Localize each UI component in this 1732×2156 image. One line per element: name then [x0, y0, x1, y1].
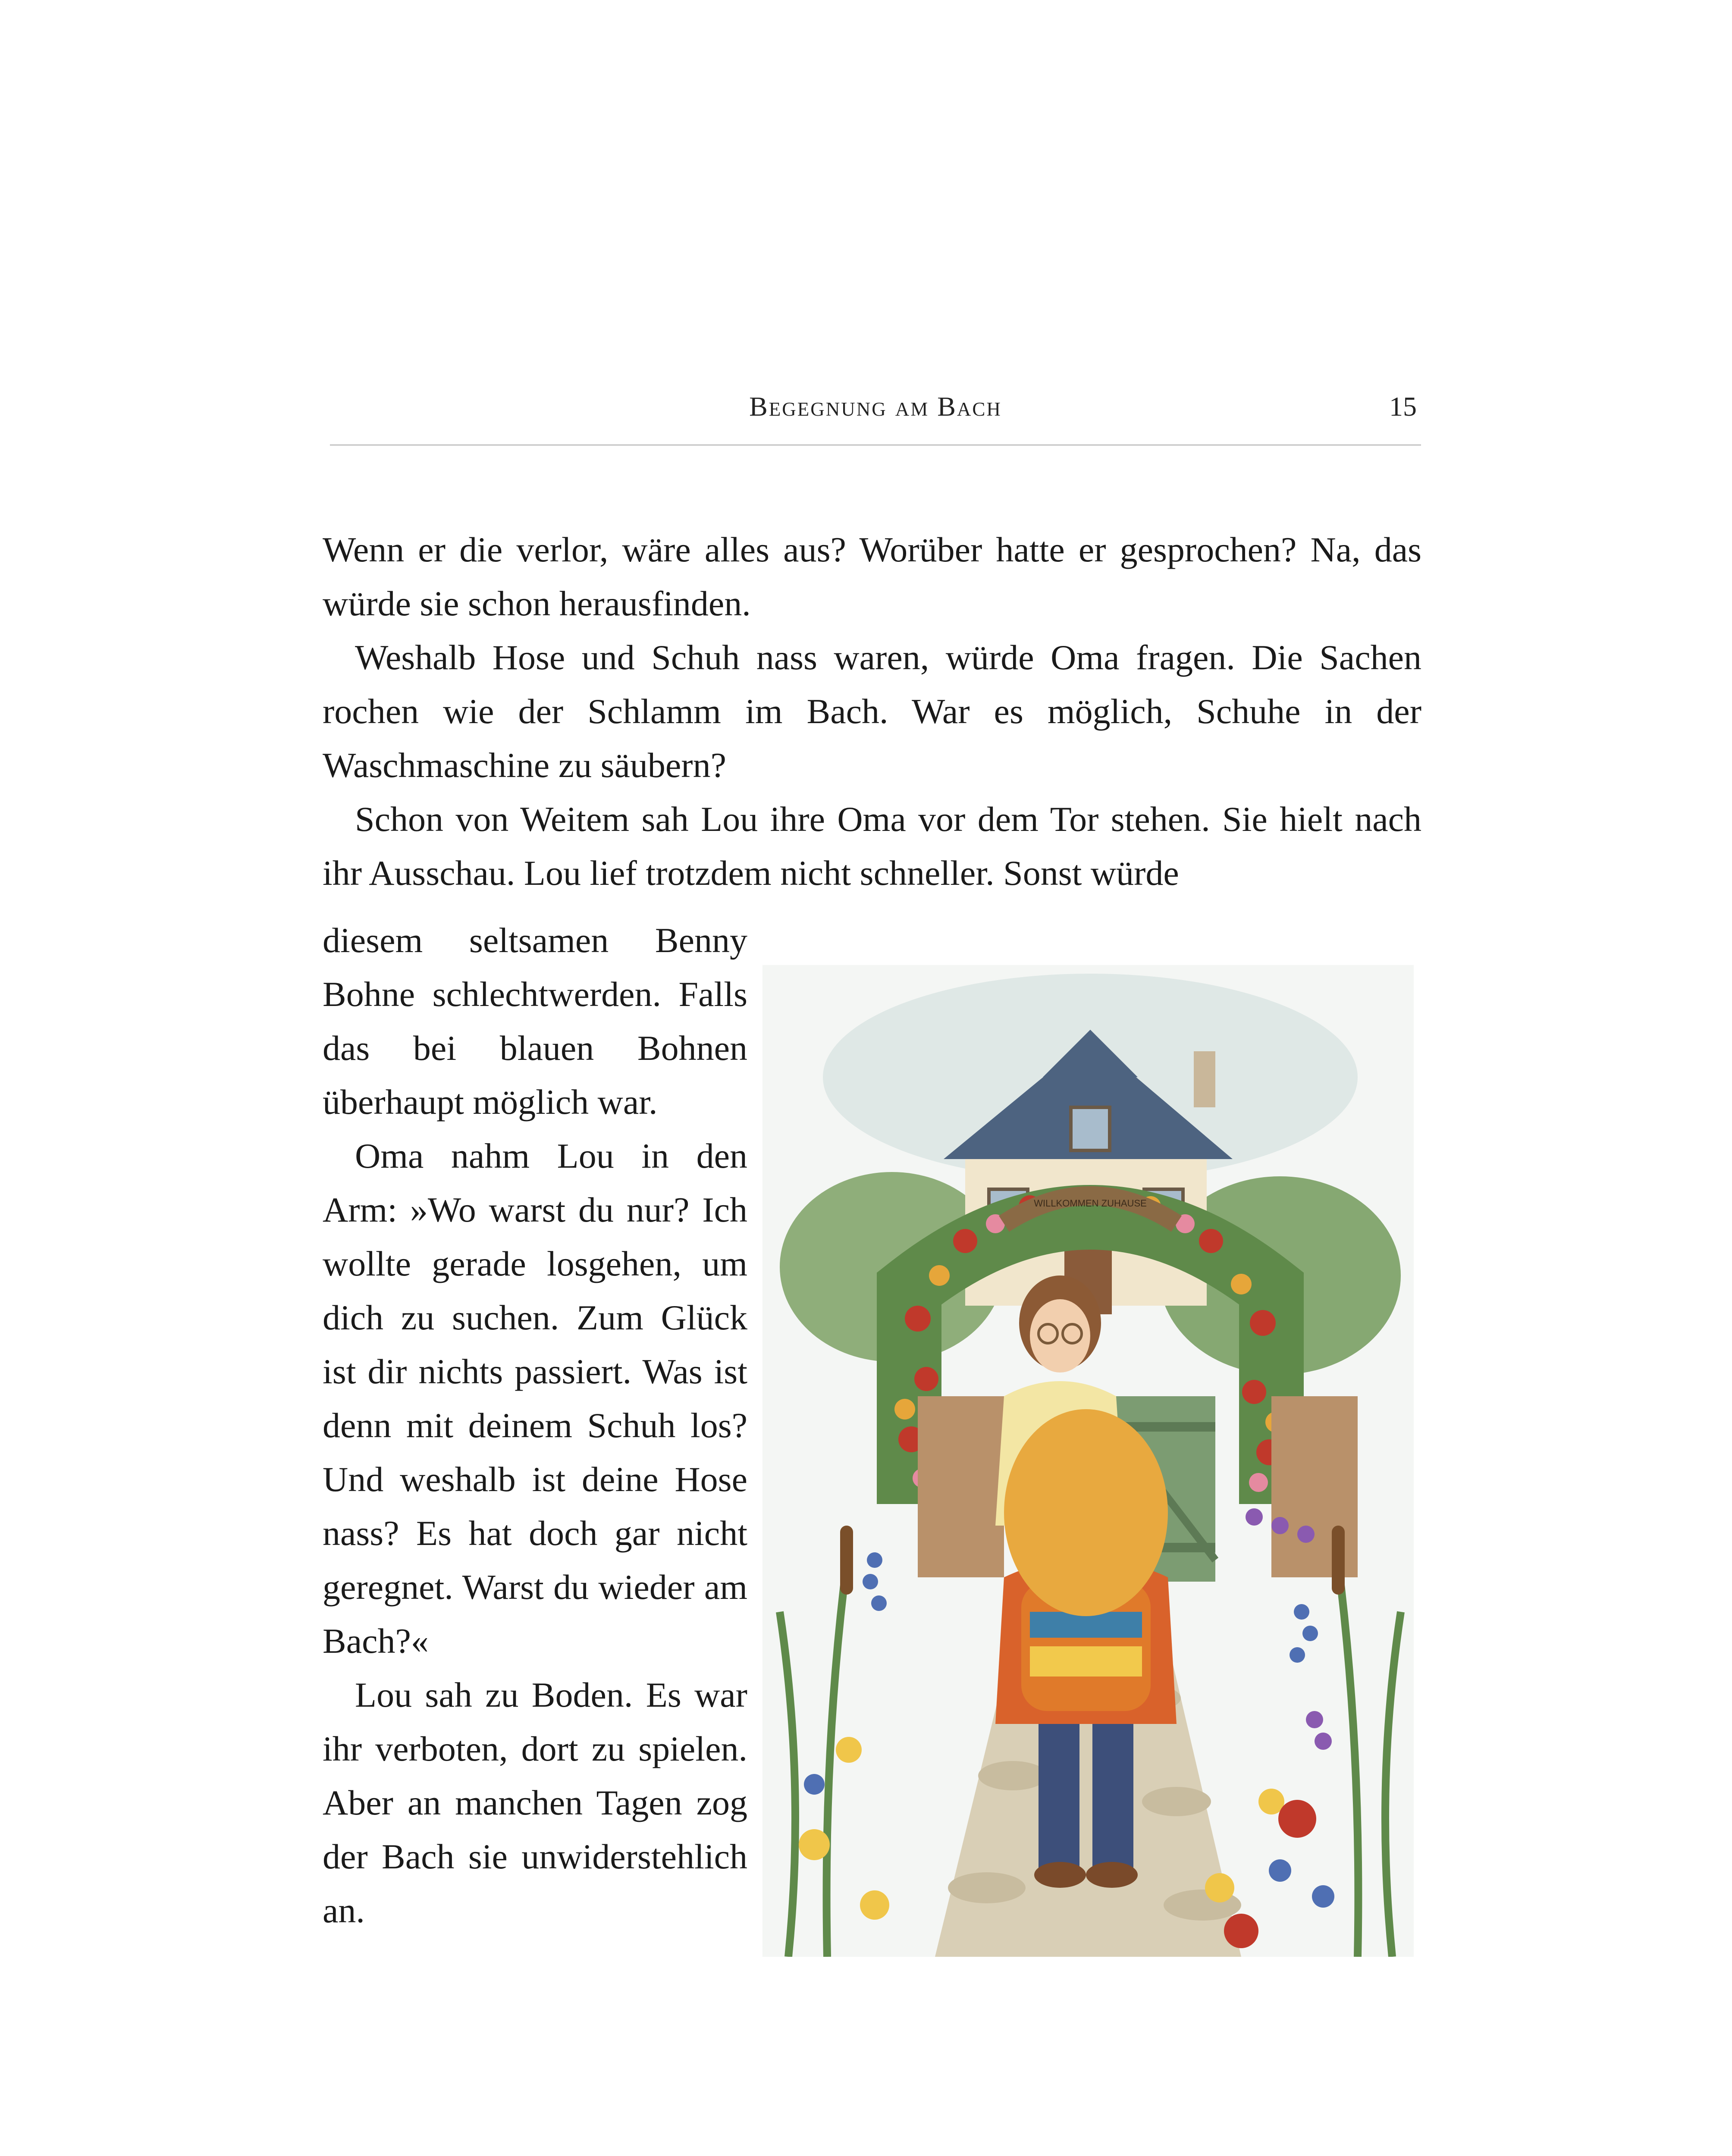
paragraph: Lou sah zu Boden. Es war ihr verboten, dort zu spielen. Aber an manchen Tagen zog der Bach sie unwiderstehlich an.: [323, 1675, 747, 1930]
illustration-canvas: [762, 965, 1414, 1957]
body-text-column: [323, 913, 747, 1937]
chapter-title: Begegnung am Bach: [749, 391, 1002, 422]
arch-sign-text: WILLKOMMEN ZUHAUSE: [1034, 1198, 1147, 1209]
paragraph: Weshalb Hose und Schuh nass waren, würde Oma fragen. Die Sachen rochen wie der Schlamm im Bach. War es möglich, Schuhe in der Waschmaschine zu säubern?: [323, 638, 1421, 785]
paragraph: diesem seltsamen Benny Bohne schlechtwerden. Falls das bei blauen Bohnen überhaupt möglich war.: [323, 921, 747, 1122]
page-number: 15: [1389, 391, 1417, 422]
body-text-full-width: [323, 523, 1421, 900]
paragraph: Oma nahm Lou in den Arm: »Wo warst du nur? Ich wollte gerade losgehen, um dich zu suchen. Zum Glück ist dir nichts passiert. Was ist denn mit deinem Schuh los? Und weshalb ist deine Hose nass? Es hat doch gar nicht geregnet. Warst du wieder am Bach?«: [323, 1136, 747, 1661]
paragraph: Schon von Weitem sah Lou ihre Oma vor dem Tor stehen. Sie hielt nach ihr Ausschau. Lou lief trotzdem nicht schneller. Sonst würde: [323, 799, 1421, 893]
running-head: [330, 388, 1421, 446]
garden-illustration: [762, 965, 1414, 1957]
paragraph: Wenn er die verlor, wäre alles aus? Worüber hatte er gesprochen? Na, das würde sie schon herausfinden.: [323, 530, 1421, 623]
